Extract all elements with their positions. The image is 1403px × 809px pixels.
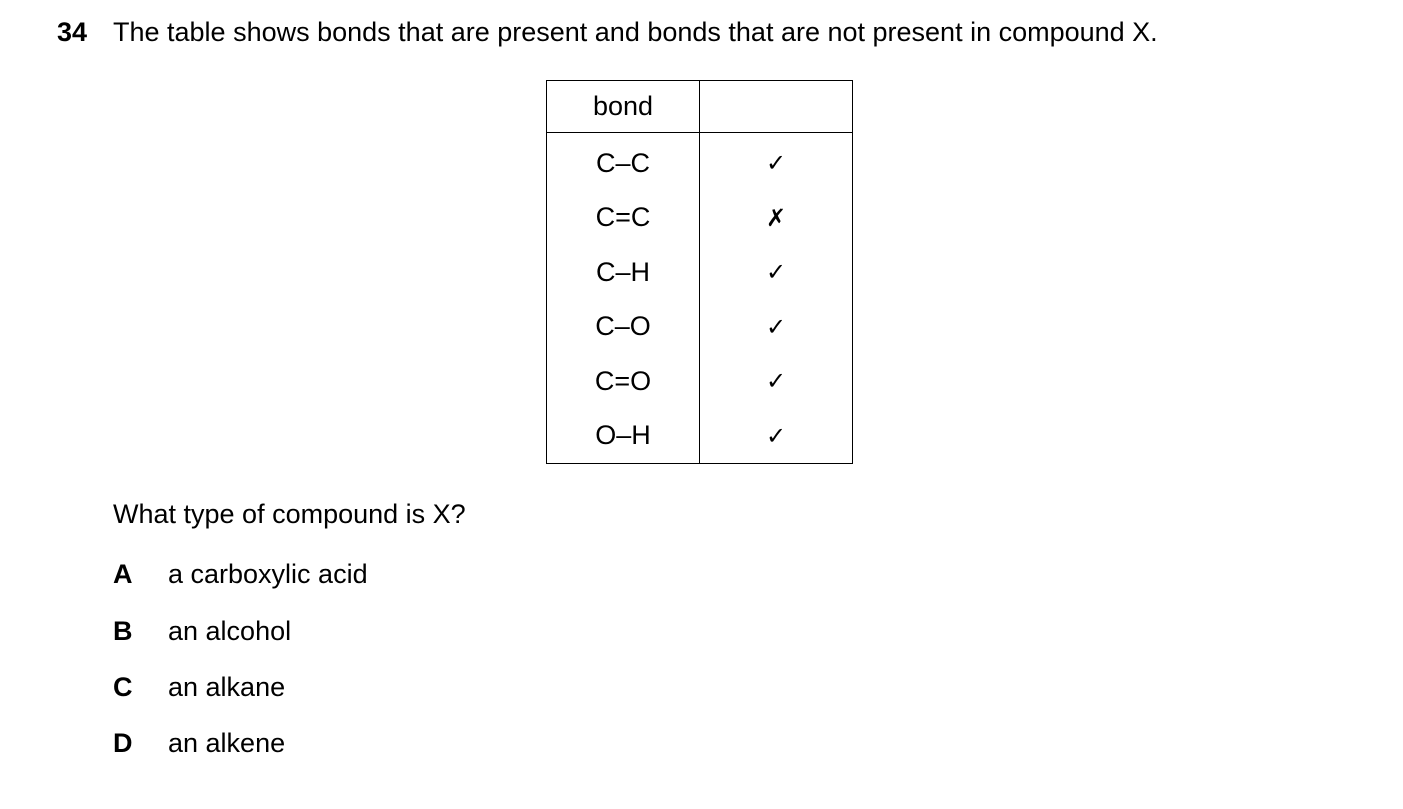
table-row — [547, 191, 853, 246]
bond-cell: C–O — [547, 300, 700, 355]
bond-table — [546, 80, 853, 464]
bond-cell: C–H — [547, 245, 700, 300]
bond-cell: C=O — [547, 354, 700, 409]
option-text: an alkane — [168, 672, 286, 702]
check-mark-icon: ✓ — [700, 409, 853, 464]
check-mark-icon: ✓ — [700, 133, 853, 191]
check-mark-icon: ✓ — [700, 245, 853, 300]
option-letter: B — [113, 616, 133, 646]
bond-cell: C–C — [547, 133, 700, 191]
table-row — [547, 245, 853, 300]
option-letter: A — [113, 559, 133, 589]
table-row — [547, 300, 853, 355]
bond-cell: O–H — [547, 409, 700, 464]
table-header-row — [547, 81, 853, 133]
check-mark-icon: ✓ — [700, 354, 853, 409]
header-presence — [700, 81, 853, 133]
question-stem: The table shows bonds that are present and bonds that are not present in compound X. — [113, 17, 1158, 47]
check-mark-icon: ✓ — [700, 300, 853, 355]
table-row — [547, 409, 853, 464]
option-letter: D — [113, 728, 133, 758]
table-row — [547, 133, 853, 191]
bond-cell: C=C — [547, 191, 700, 246]
question-prompt: What type of compound is X? — [113, 499, 466, 529]
header-bond: bond — [547, 81, 700, 133]
option-letter: C — [113, 672, 133, 702]
question-number: 34 — [57, 17, 88, 47]
option-text: an alcohol — [168, 616, 292, 646]
option-text: an alkene — [168, 728, 286, 758]
option-text: a carboxylic acid — [168, 559, 368, 589]
cross-mark-icon: ✗ — [700, 191, 853, 246]
table-row — [547, 354, 853, 409]
